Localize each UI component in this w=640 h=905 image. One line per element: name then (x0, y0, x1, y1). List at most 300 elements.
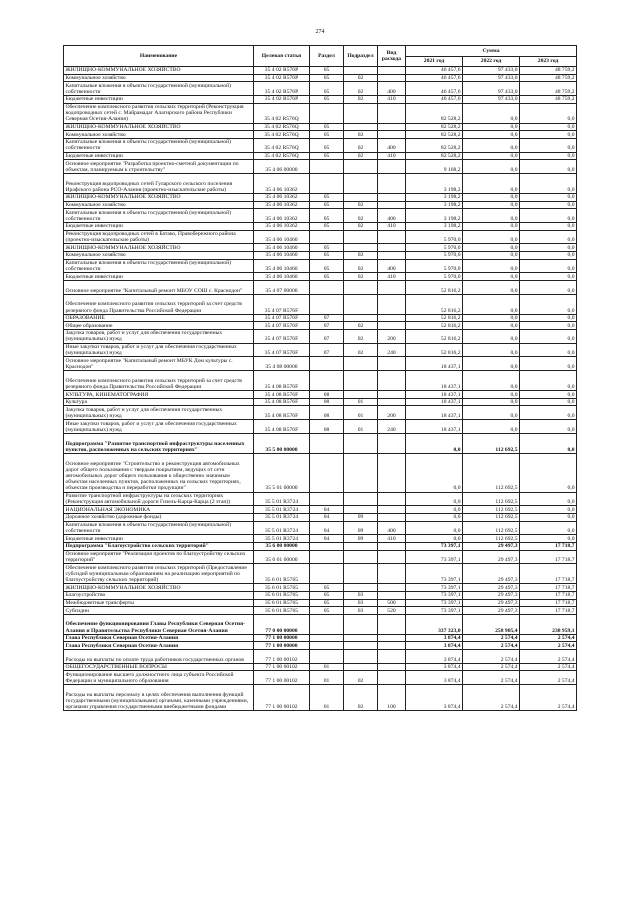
row-target-article: 35 4 08 R576F (254, 406, 310, 420)
row-sum-2023: 2 574,4 (520, 685, 577, 711)
row-sum-2022: 0,0 (463, 138, 520, 152)
row-sum-2023: 17 718,7 (520, 592, 577, 600)
row-expense-type (378, 103, 406, 123)
row-sum-2023: 0,0 (520, 391, 577, 399)
row-sum-2021: 52 816,2 (406, 280, 463, 294)
row-sum-2023: 0,0 (520, 454, 577, 493)
row-expense-type (378, 434, 406, 454)
table-row (64, 74, 577, 82)
row-subsection (344, 614, 378, 634)
row-section (310, 454, 344, 493)
table-row (64, 564, 577, 584)
table-row (64, 391, 577, 399)
row-sum-2022: 0,0 (463, 322, 520, 330)
row-expense-type (378, 592, 406, 600)
row-name: Основное мероприятие "Капитальный ремонт МБОУ СОШ с. Краснодон" (64, 280, 254, 294)
row-sum-2023: 0,0 (520, 280, 577, 294)
table-row (64, 434, 577, 454)
row-subsection (344, 663, 378, 671)
row-expense-type (378, 584, 406, 592)
row-section (310, 357, 344, 371)
row-target-article: 35 5 01 R3724 (254, 514, 310, 522)
row-sum-2022: 0,0 (463, 314, 520, 322)
row-expense-type: 410 (378, 273, 406, 281)
row-section: 05 (310, 592, 344, 600)
row-sum-2022: 29 497,3 (463, 550, 520, 564)
row-name: ОБРАЗОВАНИЕ (64, 314, 254, 322)
row-subsection: 02 (344, 259, 378, 273)
table-row (64, 592, 577, 600)
row-section: 04 (310, 521, 344, 535)
row-target-article: 77 1 00 00102 (254, 663, 310, 671)
row-sum-2022: 258 905,4 (463, 614, 520, 634)
row-name: Основное мероприятие "Капитальный ремонт МБУК Дом культуры с. Краснодон" (64, 357, 254, 371)
row-subsection (344, 584, 378, 592)
row-section: 05 (310, 251, 344, 259)
row-sum-2022: 0,0 (463, 343, 520, 357)
row-name: Иные закупки товаров, работ и услуг для обеспечения государственных (муниципальных) нужд (64, 343, 254, 357)
row-sum-2022: 0,0 (463, 152, 520, 160)
row-section (310, 642, 344, 650)
row-expense-type (378, 280, 406, 294)
row-sum-2023: 0,0 (520, 357, 577, 371)
table-row (64, 371, 577, 391)
row-sum-2021: 3 198,2 (406, 193, 463, 201)
row-name: Обеспечение комплексного развития сельских территорий за счет средств резервного фонда Правительства Российской Федерации (64, 294, 254, 314)
row-sum-2022: 0,0 (463, 280, 520, 294)
row-sum-2021: 73 397,1 (406, 584, 463, 592)
row-expense-type (378, 244, 406, 252)
row-section: 08 (310, 391, 344, 399)
row-subsection: 09 (344, 521, 378, 535)
row-target-article: 35 4 08 00000 (254, 357, 310, 371)
row-name: Коммунальное хозяйство (64, 251, 254, 259)
row-sum-2021: 18 437,1 (406, 398, 463, 406)
row-expense-type (378, 398, 406, 406)
row-subsection (344, 634, 378, 642)
row-sum-2021: 82 528,2 (406, 131, 463, 139)
row-sum-2022: 112 692,5 (463, 434, 520, 454)
table-row (64, 543, 577, 551)
row-target-article: 35 4 08 R576F (254, 391, 310, 399)
row-sum-2022: 0,0 (463, 391, 520, 399)
row-sum-2023: 0,0 (520, 123, 577, 131)
table-row (64, 599, 577, 607)
row-sum-2023: 0,0 (520, 521, 577, 535)
row-sum-2022: 2 574,4 (463, 642, 520, 650)
row-sum-2022: 2 574,4 (463, 685, 520, 711)
row-subsection: 01 (344, 398, 378, 406)
row-name: Благоустройство (64, 592, 254, 600)
row-sum-2021: 18 437,1 (406, 420, 463, 434)
row-target-article: 35 4 06 10460 (254, 230, 310, 244)
row-sum-2022: 0,0 (463, 371, 520, 391)
row-subsection: 02 (344, 82, 378, 96)
row-name: Глава Республики Северная Осетия-Алания (64, 642, 254, 650)
row-section: 05 (310, 123, 344, 131)
row-expense-type (378, 251, 406, 259)
row-sum-2021: 0,0 (406, 521, 463, 535)
row-name: Основное мероприятие "Строительство и реконструкция автомобильных дорог общего пользования с твердым покрытием, ведущих от сети автомобильных дорог общего пользования к общественно значимым объектам населенных пунктов, расположенных на сельских территориях, объектам производства и переработки продукции" (64, 454, 254, 493)
row-section (310, 634, 344, 642)
row-section: 05 (310, 131, 344, 139)
table-row (64, 420, 577, 434)
row-target-article: 35 5 01 R3724 (254, 492, 310, 506)
table-row (64, 550, 577, 564)
row-section: 08 (310, 406, 344, 420)
row-sum-2021: 0,0 (406, 492, 463, 506)
row-section (310, 294, 344, 314)
table-row (64, 82, 577, 96)
row-target-article: 35 6 01 R5765 (254, 607, 310, 615)
row-name: ЖИЛИЩНО-КОММУНАЛЬНОЕ ХОЗЯЙСТВО (64, 123, 254, 131)
table-row (64, 343, 577, 357)
row-sum-2023: 0,0 (520, 230, 577, 244)
row-expense-type: 240 (378, 420, 406, 434)
row-expense-type (378, 131, 406, 139)
row-sum-2022: 97 433,0 (463, 74, 520, 82)
row-name: Капитальные вложения в объекты государственной (муниципальной) собственности (64, 82, 254, 96)
row-sum-2023: 2 574,4 (520, 671, 577, 685)
row-name: Иные закупки товаров, работ и услуг для обеспечения государственных (муниципальных) нужд (64, 420, 254, 434)
row-sum-2021: 18 437,1 (406, 371, 463, 391)
row-subsection (344, 642, 378, 650)
row-sum-2023: 0,0 (520, 294, 577, 314)
table-row (64, 138, 577, 152)
row-section (310, 173, 344, 193)
row-target-article: 35 6 01 R5765 (254, 564, 310, 584)
row-target-article: 77 1 00 00102 (254, 649, 310, 663)
row-name: Бюджетные инвестиции (64, 273, 254, 281)
row-sum-2021: 52 816,2 (406, 343, 463, 357)
row-expense-type: 400 (378, 82, 406, 96)
table-row (64, 671, 577, 685)
row-sum-2023: 17 718,7 (520, 550, 577, 564)
row-sum-2022: 0,0 (463, 273, 520, 281)
row-sum-2022: 112 692,5 (463, 454, 520, 493)
table-row (64, 131, 577, 139)
row-target-article: 35 4 06 00000 (254, 160, 310, 174)
row-target-article: 35 4 06 10460 (254, 251, 310, 259)
row-name: ЖИЛИЩНО-КОММУНАЛЬНОЕ ХОЗЯЙСТВО (64, 193, 254, 201)
row-expense-type: 400 (378, 521, 406, 535)
row-sum-2022: 29 497,3 (463, 592, 520, 600)
row-sum-2021: 3 874,4 (406, 634, 463, 642)
row-subsection (344, 550, 378, 564)
row-target-article: 35 6 01 R5765 (254, 584, 310, 592)
row-target-article: 35 4 02 R576Q (254, 152, 310, 160)
row-section: 05 (310, 584, 344, 592)
row-sum-2023: 0,0 (520, 131, 577, 139)
row-sum-2022: 0,0 (463, 251, 520, 259)
row-sum-2023: 0,0 (520, 152, 577, 160)
row-sum-2021: 73 397,1 (406, 599, 463, 607)
row-section (310, 492, 344, 506)
table-row (64, 67, 577, 75)
row-name: Подпрограмма "Развитие транспортной инфраструктуры населенных пунктов, расположенных на сельских территориях" (64, 434, 254, 454)
row-subsection: 02 (344, 222, 378, 230)
row-expense-type: 410 (378, 535, 406, 543)
row-sum-2022: 29 497,3 (463, 599, 520, 607)
row-name: Основное мероприятие "Реализация проектов по благоустройству сельских территорий" (64, 550, 254, 564)
row-section: 01 (310, 671, 344, 685)
budget-table (63, 45, 577, 711)
table-row (64, 685, 577, 711)
row-expense-type: 520 (378, 607, 406, 615)
row-name: ЖИЛИЩНО-КОММУНАЛЬНОЕ ХОЗЯЙСТВО (64, 67, 254, 75)
row-name: Капитальные вложения в объекты государственной (муниципальной) собственности (64, 521, 254, 535)
header-year-2022: 2022 год (463, 56, 520, 67)
row-sum-2023: 0,0 (520, 259, 577, 273)
table-row (64, 514, 577, 522)
row-sum-2021: 46 457,6 (406, 74, 463, 82)
row-section (310, 550, 344, 564)
table-row (64, 329, 577, 343)
row-sum-2022: 112 692,5 (463, 514, 520, 522)
row-target-article: 35 5 01 R3724 (254, 535, 310, 543)
row-subsection (344, 391, 378, 399)
row-name: Реконструкция водопроводных сетей Гуларского сельского поселения Ирафского района РСО-Алания (проектно-изыскательские работы) (64, 173, 254, 193)
table-row (64, 492, 577, 506)
row-target-article: 35 4 06 10362 (254, 193, 310, 201)
row-sum-2021: 5 970,0 (406, 230, 463, 244)
row-sum-2023: 17 718,7 (520, 564, 577, 584)
row-subsection: 09 (344, 514, 378, 522)
row-sum-2022: 0,0 (463, 244, 520, 252)
row-sum-2021: 0,0 (406, 506, 463, 514)
row-sum-2021: 82 528,2 (406, 123, 463, 131)
row-sum-2023: 0,0 (520, 535, 577, 543)
table-row (64, 535, 577, 543)
row-subsection: 02 (344, 685, 378, 711)
row-sum-2021: 3 874,4 (406, 642, 463, 650)
table-row (64, 506, 577, 514)
row-sum-2023: 0,0 (520, 103, 577, 123)
row-sum-2023: 0,0 (520, 371, 577, 391)
table-row (64, 398, 577, 406)
header-expense-type: Вид расхода (378, 46, 406, 67)
row-subsection (344, 280, 378, 294)
row-sum-2022: 97 433,0 (463, 67, 520, 75)
table-row (64, 607, 577, 615)
row-expense-type: 410 (378, 222, 406, 230)
row-subsection: 02 (344, 74, 378, 82)
row-target-article: 35 5 01 R3724 (254, 521, 310, 535)
row-name: Культура (64, 398, 254, 406)
row-target-article: 35 4 02 R576P (254, 95, 310, 103)
row-sum-2021: 46 457,6 (406, 95, 463, 103)
row-target-article: 35 4 08 R576F (254, 398, 310, 406)
row-sum-2023: 0,0 (520, 514, 577, 522)
row-sum-2021: 73 397,1 (406, 607, 463, 615)
row-name: ЖИЛИЩНО-КОММУНАЛЬНОЕ ХОЗЯЙСТВО (64, 244, 254, 252)
row-expense-type (378, 454, 406, 493)
row-section: 05 (310, 244, 344, 252)
table-row (64, 273, 577, 281)
row-sum-2022: 0,0 (463, 193, 520, 201)
row-target-article: 35 4 06 10362 (254, 209, 310, 223)
row-section: 05 (310, 201, 344, 209)
row-sum-2023: 0,0 (520, 160, 577, 174)
row-sum-2023: 0,0 (520, 420, 577, 434)
row-sum-2023: 48 759,2 (520, 95, 577, 103)
row-subsection: 02 (344, 322, 378, 330)
table-row (64, 642, 577, 650)
row-name: Обеспечение комплексного развития сельских территорий (Предоставление субсидий муниципальным образованиям на реализацию мероприятий по благоустройству сельских территорий) (64, 564, 254, 584)
row-target-article: 77 1 00 00102 (254, 685, 310, 711)
row-sum-2021: 82 528,2 (406, 138, 463, 152)
row-sum-2021: 0,0 (406, 514, 463, 522)
row-target-article: 77 1 00 00102 (254, 671, 310, 685)
row-subsection: 02 (344, 329, 378, 343)
row-subsection: 02 (344, 138, 378, 152)
row-name: Закупка товаров, работ и услуг для обеспечения государственных (муниципальных) нужд (64, 329, 254, 343)
row-expense-type (378, 160, 406, 174)
row-subsection (344, 506, 378, 514)
row-section (310, 371, 344, 391)
row-sum-2022: 0,0 (463, 209, 520, 223)
row-sum-2021: 52 816,2 (406, 322, 463, 330)
row-name: НАЦИОНАЛЬНАЯ ЭКОНОМИКА (64, 506, 254, 514)
table-row (64, 209, 577, 223)
row-subsection (344, 564, 378, 584)
row-sum-2022: 2 574,4 (463, 671, 520, 685)
row-section (310, 543, 344, 551)
row-section: 07 (310, 322, 344, 330)
row-sum-2021: 5 970,0 (406, 244, 463, 252)
row-subsection (344, 230, 378, 244)
row-subsection (344, 123, 378, 131)
row-section: 08 (310, 420, 344, 434)
table-row (64, 123, 577, 131)
row-target-article: 35 4 07 R576F (254, 343, 310, 357)
row-name: Коммунальное хозяйство (64, 201, 254, 209)
row-name: Коммунальное хозяйство (64, 74, 254, 82)
row-section: 05 (310, 152, 344, 160)
table-row (64, 454, 577, 493)
row-sum-2021: 82 528,2 (406, 103, 463, 123)
row-name: Обеспечение функционирования Главы Республики Северная Осетия-Алания и Правительства Республики Северная Осетия-Алания (64, 614, 254, 634)
row-sum-2021: 18 437,1 (406, 391, 463, 399)
row-sum-2023: 0,0 (520, 398, 577, 406)
row-name: КУЛЬТУРА, КИНЕМАТОГРАФИЯ (64, 391, 254, 399)
row-name: Субсидии (64, 607, 254, 615)
table-row (64, 649, 577, 663)
row-target-article: 35 4 02 R576Q (254, 103, 310, 123)
row-sum-2023: 0,0 (520, 492, 577, 506)
row-sum-2021: 0,0 (406, 434, 463, 454)
row-section: 01 (310, 685, 344, 711)
row-sum-2023: 0,0 (520, 244, 577, 252)
table-row (64, 584, 577, 592)
header-target-article: Целевая статья (254, 46, 310, 67)
row-target-article: 35 5 00 00000 (254, 434, 310, 454)
row-sum-2022: 112 692,5 (463, 492, 520, 506)
row-subsection: 02 (344, 131, 378, 139)
row-name: Общее образование (64, 322, 254, 330)
row-section (310, 564, 344, 584)
table-row (64, 173, 577, 193)
row-name: Бюджетные инвестиции (64, 95, 254, 103)
row-subsection (344, 67, 378, 75)
row-sum-2023: 2 574,4 (520, 663, 577, 671)
table-row (64, 244, 577, 252)
row-sum-2023: 17 718,7 (520, 543, 577, 551)
row-sum-2022: 97 433,0 (463, 95, 520, 103)
table-row (64, 259, 577, 273)
row-name: Капитальные вложения в объекты государственной (муниципальной) собственности (64, 209, 254, 223)
row-sum-2021: 73 397,1 (406, 592, 463, 600)
row-sum-2022: 112 692,5 (463, 535, 520, 543)
row-sum-2023: 17 718,7 (520, 599, 577, 607)
row-sum-2023: 0,0 (520, 506, 577, 514)
row-section: 05 (310, 74, 344, 82)
row-sum-2023: 48 759,2 (520, 82, 577, 96)
table-row (64, 201, 577, 209)
table-row (64, 222, 577, 230)
row-sum-2021: 0,0 (406, 535, 463, 543)
row-expense-type (378, 642, 406, 650)
header-year-2023: 2023 год (520, 56, 577, 67)
row-expense-type (378, 67, 406, 75)
row-sum-2022: 0,0 (463, 420, 520, 434)
row-subsection: 02 (344, 343, 378, 357)
row-section: 04 (310, 514, 344, 522)
row-target-article: 35 4 02 R576P (254, 82, 310, 96)
row-sum-2021: 73 397,1 (406, 564, 463, 584)
table-row (64, 663, 577, 671)
row-expense-type: 500 (378, 599, 406, 607)
row-sum-2023: 48 759,2 (520, 67, 577, 75)
row-sum-2021: 82 528,2 (406, 152, 463, 160)
row-sum-2022: 0,0 (463, 230, 520, 244)
row-sum-2021: 46 457,6 (406, 82, 463, 96)
row-subsection (344, 492, 378, 506)
row-subsection (344, 244, 378, 252)
row-expense-type (378, 391, 406, 399)
row-subsection: 01 (344, 406, 378, 420)
row-name: Бюджетные инвестиции (64, 222, 254, 230)
row-subsection: 02 (344, 671, 378, 685)
row-sum-2023: 17 718,7 (520, 584, 577, 592)
row-sum-2021: 18 437,1 (406, 357, 463, 371)
row-sum-2022: 0,0 (463, 160, 520, 174)
row-target-article: 35 4 06 10362 (254, 222, 310, 230)
row-target-article: 35 4 07 R576F (254, 322, 310, 330)
table-row (64, 103, 577, 123)
row-section: 05 (310, 67, 344, 75)
row-sum-2023: 0,0 (520, 193, 577, 201)
row-sum-2021: 3 874,4 (406, 671, 463, 685)
row-expense-type: 410 (378, 95, 406, 103)
row-sum-2021: 3 198,2 (406, 209, 463, 223)
row-expense-type: 400 (378, 138, 406, 152)
row-subsection: 02 (344, 251, 378, 259)
row-name: Капитальные вложения в объекты государственной (муниципальной) собственности (64, 138, 254, 152)
row-subsection (344, 454, 378, 493)
row-sum-2022: 0,0 (463, 406, 520, 420)
table-row (64, 521, 577, 535)
table-row (64, 314, 577, 322)
header-section: Раздел (310, 46, 344, 67)
row-section: 04 (310, 506, 344, 514)
row-section (310, 103, 344, 123)
row-name: Бюджетные инвестиции (64, 535, 254, 543)
table-header (64, 46, 577, 67)
row-sum-2021: 18 437,1 (406, 406, 463, 420)
header-subsection: Подраздел (344, 46, 378, 67)
row-section: 05 (310, 138, 344, 152)
